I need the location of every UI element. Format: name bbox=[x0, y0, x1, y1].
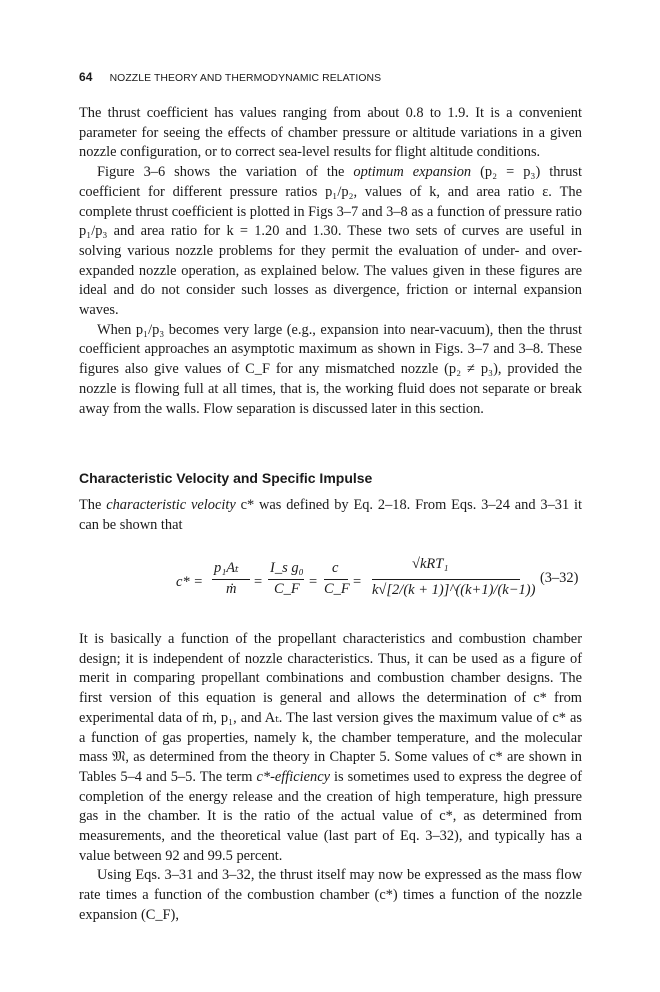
eq-t2-bar bbox=[268, 579, 304, 580]
eq-t4-num: √kRT₁ bbox=[412, 556, 449, 572]
eq-equals-1: = bbox=[254, 574, 263, 590]
eq-t3-bar bbox=[324, 579, 348, 580]
equation-number: (3–32) bbox=[540, 570, 579, 586]
eq-t4-den: k√[2/(k + 1)]^((k+1)/(k−1)) bbox=[372, 582, 536, 598]
eq-t1-num: p₁Aₜ bbox=[214, 560, 239, 576]
eq-t1-den: ṁ bbox=[226, 581, 237, 597]
equation-3-32 bbox=[176, 556, 586, 615]
eq-t3-den: C_F bbox=[324, 581, 350, 597]
eq-t3-num: c bbox=[332, 560, 339, 576]
eq-t4-bar bbox=[372, 579, 520, 580]
text-block-top bbox=[79, 104, 582, 419]
eq-lhs: c* = bbox=[176, 574, 204, 590]
paragraph-thrust-expression: Using Eqs. 3–31 and 3–32, the thrust itself may now be expressed as the mass flow rate times a function of the combustion chamber (c*) times a function of the nozzle expansion (C_F), bbox=[79, 867, 582, 923]
emphasis-characteristic-velocity: characteristic velocity bbox=[106, 497, 236, 513]
section-heading: Characteristic Velocity and Specific Impulse bbox=[79, 470, 373, 486]
emphasis-c-efficiency: c*-efficiency bbox=[256, 768, 331, 785]
eq-t2-den: C_F bbox=[274, 581, 300, 597]
paragraph-thrust-coefficient: The thrust coefficient has values ranging from about 0.8 to 1.9. It is a convenient parameter for seeing the effects of chamber pressure or altitude variations in a given nozzle configuration, or to correct sea-level results for flight altitude conditions. bbox=[79, 105, 582, 161]
paragraph-characteristic-velocity: The characteristic velocity c* was defined by Eq. 2–18. From Eqs. 3–24 and 3–31 it can be shown that bbox=[79, 497, 582, 533]
paragraph-figure-3-6: Figure 3–6 shows the variation of the optimum expansion (p₂ = p₃) thrust coefficient for different pressure ratios p₁/p₂, values of k, and area ratio ε. The complete thrust coefficient is plotted in Figs 3–7 and 3–8 as a function of pressure ratio p₁/p₃ and area ratio for k = 1.20 and 1.30. These two sets of curves are useful in solving various nozzle problems for they permit the evaluation of under- and over-expanded nozzle operation, as explained below. The values given in these figures are ideal and do not consider such losses as divergence, friction or internal expansion waves. bbox=[79, 164, 583, 319]
running-title: NOZZLE THEORY AND THERMODYNAMIC RELATIONS bbox=[109, 73, 382, 84]
emphasis-optimum-expansion: optimum expansion bbox=[353, 164, 472, 181]
eq-t1-bar bbox=[212, 579, 250, 580]
page-number: 64 bbox=[79, 70, 93, 84]
text-block-bottom bbox=[79, 630, 582, 926]
eq-equals-2: = bbox=[309, 574, 318, 590]
eq-t2-num: I_s g₀ bbox=[270, 560, 304, 576]
paragraph-near-vacuum: When p₁/p₃ becomes very large (e.g., expansion into near-vacuum), then the thrust coefficient approaches an asymptotic maximum as shown in Figs. 3–7 and 3–8. These figures also give values of C_F for any mismatched nozzle (p₂ ≠ p₃), provided the nozzle is flowing full at all times, that is, the working fluid does not separate or break away from the walls. Flow separation is discussed later in this section. bbox=[79, 321, 582, 417]
running-header bbox=[79, 70, 579, 86]
paragraph-function-of-propellant: It is basically a function of the propellant characteristics and combustion chamber design; it is independent of nozzle characteristics. Thus, it can be used as a figure of merit in comparing propellant combinations and combustion chamber designs. The first version of this equation is general and allows the determination of c* from experimental data of ṁ, p₁, and Aₜ. The last version gives the maximum value of c* as a function of gas properties, namely k, the chamber temperature, and the molecular mass 𝔐, as determined from the theory in Chapter 5. Some values of c* are shown in Tables 5–4 and 5–5. The term c*-efficiency is sometimes used to express the degree of completion of the energy release and the creation of high temperature, high pressure gas in the chamber. It is the ratio of the actual value of c*, as determined from measurements, and the theoretical value (last part of Eq. 3–32), and typically has a value between 92 and 99.5 percent. bbox=[79, 631, 582, 864]
eq-equals-3: = bbox=[353, 574, 362, 590]
